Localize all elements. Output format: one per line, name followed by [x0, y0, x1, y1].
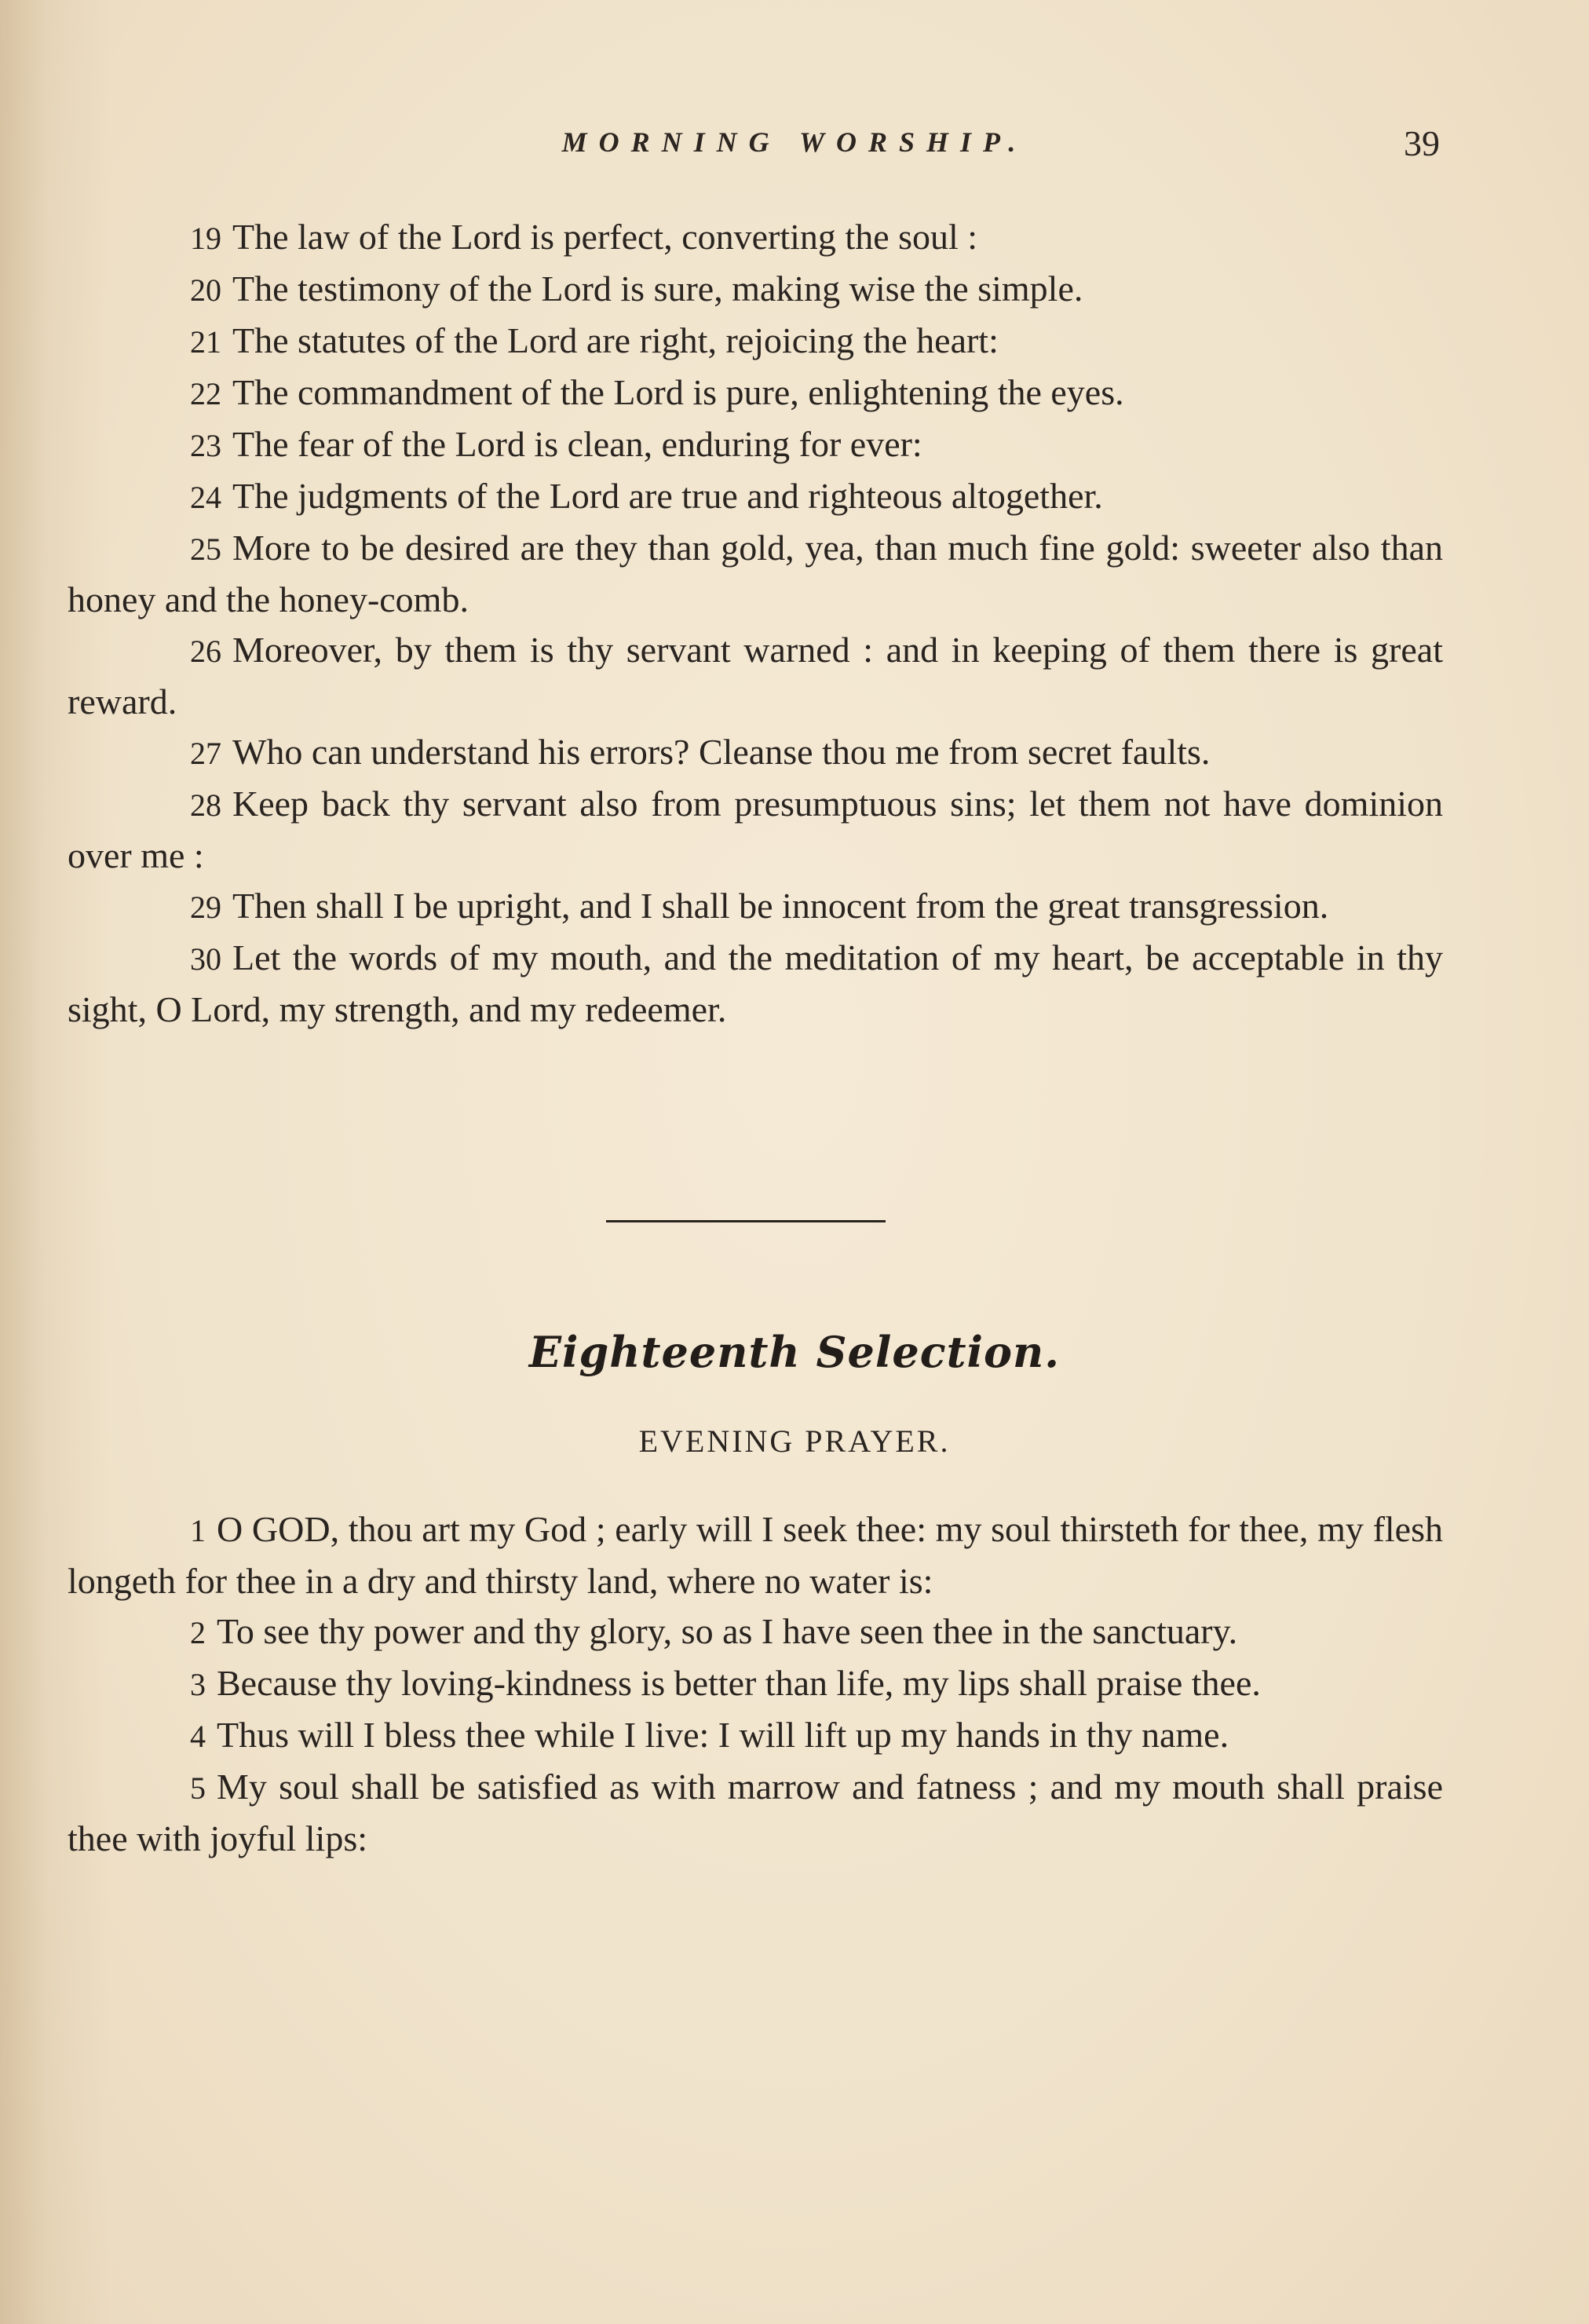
verse-text: The testimony of the Lord is sure, making wise the simple. — [232, 269, 1083, 309]
verse-text: O GOD, thou art my God ; early will I seek thee: my soul thirsteth for thee, my flesh longeth for thee in a dry and thirsty land, where no water is: — [68, 1509, 1443, 1601]
verse-number: 20 — [190, 272, 221, 308]
verse-number: 29 — [190, 890, 221, 925]
verse-number: 27 — [190, 736, 221, 771]
running-head — [0, 123, 1589, 173]
verse-number: 23 — [190, 428, 221, 463]
verse — [68, 471, 1443, 523]
verse-text: Thus will I bless thee while I live: I will lift up my hands in thy name. — [217, 1715, 1229, 1755]
verse — [68, 881, 1443, 933]
verse-number: 5 — [190, 1770, 206, 1806]
verse-number: 22 — [190, 376, 221, 411]
psalm-passage — [68, 212, 1443, 1035]
verse — [68, 523, 1443, 625]
page-number: 39 — [1404, 123, 1440, 163]
verse — [68, 1710, 1443, 1762]
verse-number: 25 — [190, 532, 221, 567]
verse-number: 1 — [190, 1513, 206, 1548]
verse-number: 30 — [190, 941, 221, 977]
verse — [68, 625, 1443, 727]
verse-text: Who can understand his errors? Cleanse thou me from secret faults. — [232, 732, 1211, 772]
verse-number: 2 — [190, 1615, 206, 1650]
verse-text: More to be desired are they than gold, yea, than much fine gold: sweeter also than honey and the honey-comb. — [68, 528, 1443, 619]
evening-prayer-passage — [68, 1504, 1443, 1864]
verse — [68, 1606, 1443, 1658]
verse-text: My soul shall be satisfied as with marrow and fatness ; and my mouth shall praise thee with joyful lips: — [68, 1767, 1443, 1858]
verse-number: 4 — [190, 1719, 206, 1754]
verse — [68, 367, 1443, 419]
selection-subheading: EVENING PRAYER. — [638, 1423, 951, 1459]
verse-text: Then shall I be upright, and I shall be innocent from the great transgression. — [232, 886, 1329, 926]
verse-text: Because thy loving-kindness is better than life, my lips shall praise thee. — [217, 1663, 1261, 1703]
verse-number: 19 — [190, 221, 221, 256]
selection-title: Eighteenth Selection. — [528, 1327, 1061, 1377]
verse-text: The statutes of the Lord are right, rejoicing the heart: — [232, 320, 999, 360]
verse-text: Moreover, by them is thy servant warned : and in keeping of them there is great reward. — [68, 630, 1443, 722]
verse-text: Keep back thy servant also from presumptuous sins; let them not have dominion over me : — [68, 784, 1443, 875]
verse — [68, 727, 1443, 779]
verse-number: 21 — [190, 324, 221, 360]
verse — [68, 779, 1443, 881]
verse — [68, 316, 1443, 367]
verse — [68, 933, 1443, 1035]
verse — [68, 1504, 1443, 1606]
verse-number: 3 — [190, 1667, 206, 1702]
verse-text: Let the words of my mouth, and the meditation of my heart, be acceptable in thy sight, O Lord, my strength, and my redeemer. — [68, 937, 1443, 1029]
verse — [68, 419, 1443, 471]
verse — [68, 1658, 1443, 1710]
verse-number: 26 — [190, 634, 221, 669]
section-divider — [606, 1220, 886, 1222]
verse — [68, 264, 1443, 316]
verse-text: The law of the Lord is perfect, converting the soul : — [232, 217, 978, 257]
verse-text: To see thy power and thy glory, so as I have seen thee in the sanctuary. — [217, 1611, 1238, 1651]
verse-text: The judgments of the Lord are true and righteous altogether. — [232, 476, 1103, 516]
verse — [68, 1762, 1443, 1864]
verse-number: 28 — [190, 787, 221, 823]
verse-text: The fear of the Lord is clean, enduring for ever: — [232, 424, 922, 464]
verse-text: The commandment of the Lord is pure, enlightening the eyes. — [232, 372, 1124, 412]
verse-number: 24 — [190, 480, 221, 515]
verse — [68, 212, 1443, 264]
running-title: MORNING WORSHIP. — [561, 126, 1028, 158]
